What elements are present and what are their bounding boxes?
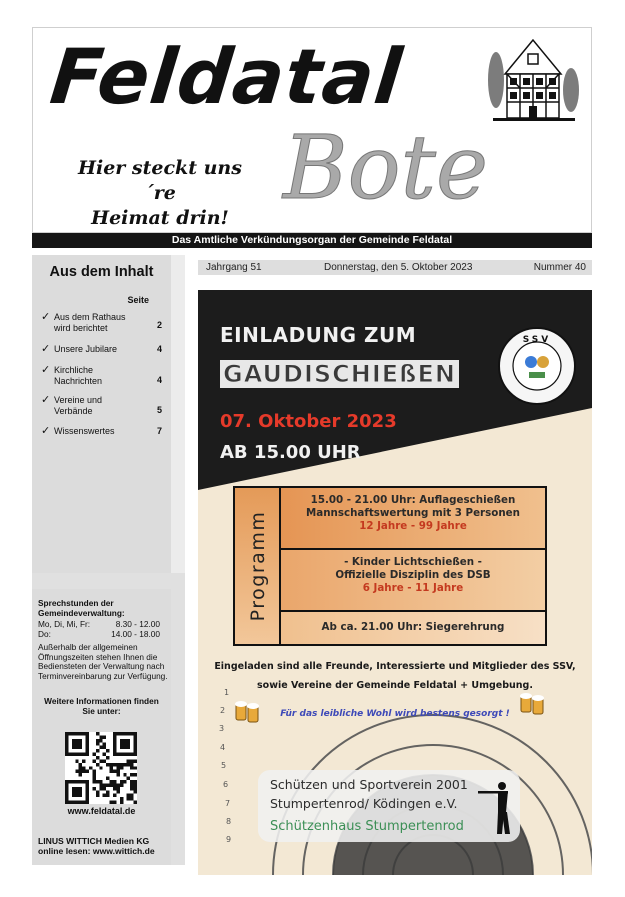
flyer-invite-text: Eingeladen sind alle Freunde, Interessierte und Mitglieder des SSV,	[214, 661, 576, 672]
program-table	[233, 486, 547, 646]
check-icon: ✓	[41, 343, 51, 355]
beer-mugs-icon	[234, 698, 262, 724]
svg-text:6: 6	[223, 780, 229, 789]
hours-time: 14.00 - 18.00	[111, 629, 160, 639]
program-row	[281, 550, 545, 612]
slogan-line-1: Hier steckt uns´re	[78, 157, 242, 204]
toc-item-page: 2	[156, 320, 162, 330]
subtitle-bar: Das Amtliche Verkündungsorgan der Gemeinde Feldatal	[32, 233, 592, 248]
svg-text:5: 5	[221, 761, 227, 770]
svg-text:4: 4	[220, 743, 226, 752]
flyer-event-time: AB 15.00 UHR	[220, 442, 361, 463]
club-info-box	[258, 770, 520, 842]
club-location: Stumpertenrod/ Ködingen e.V.	[270, 796, 458, 811]
toc-item-page: 4	[156, 344, 162, 354]
svg-text:1: 1	[224, 688, 230, 697]
svg-text:3: 3	[219, 724, 225, 733]
program-row-line: Offizielle Disziplin des DSB	[335, 569, 491, 581]
toc-page-header: Seite	[127, 295, 149, 305]
beer-mugs-icon	[519, 690, 547, 716]
publisher-box	[32, 830, 171, 865]
flyer-event-date: 07. Oktober 2023	[220, 411, 397, 432]
toc-item-label: Wissenswertes	[54, 426, 115, 436]
table-of-contents	[32, 255, 185, 573]
website-link[interactable]: www.feldatal.de	[67, 806, 136, 816]
program-label	[235, 488, 281, 644]
hours-days: Mo, Di, Mi, Fr:	[38, 619, 91, 629]
program-row	[281, 488, 545, 550]
check-icon: ✓	[41, 364, 51, 376]
program-row	[281, 612, 545, 644]
toc-title: Aus dem Inhalt	[49, 264, 154, 280]
svg-text:2: 2	[220, 706, 226, 715]
office-hours-box	[32, 589, 171, 865]
shooter-icon	[476, 778, 518, 836]
issue-volume: Jahrgang 51	[206, 262, 262, 273]
hours-time: 8.30 - 12.00	[115, 619, 160, 629]
ssv-club-logo	[497, 326, 577, 406]
check-icon: ✓	[41, 394, 51, 406]
program-row-line: Mannschaftswertung mit 3 Personen	[306, 507, 520, 519]
ssv-logo-text: SSV	[522, 335, 552, 345]
svg-text:8: 8	[226, 817, 232, 826]
club-name: Schützen und Sportverein 2001	[270, 777, 468, 792]
flyer-event-name: GAUDISCHIEßEN	[220, 360, 459, 388]
slogan	[65, 156, 255, 231]
qr-code[interactable]	[65, 732, 137, 804]
hours-note: Außerhalb der allgemeinen Öffnungszeiten stehen Ihnen die Bediensteten der Verwaltung nach Terminvereinbarung zur Verfügung.	[38, 642, 168, 681]
office-hours-title: Sprechstunden der Gemeindeverwaltung:	[38, 598, 125, 618]
toc-item-label: Kirchliche Nachrichten	[54, 365, 103, 386]
check-icon: ✓	[41, 425, 51, 437]
hours-days: Do:	[38, 629, 51, 639]
check-icon: ✓	[41, 311, 51, 323]
publisher-name: LINUS WITTICH Medien KG	[38, 836, 150, 846]
program-label-text: Programm	[247, 510, 269, 622]
newspaper-title-bote: Bote	[283, 116, 489, 219]
masthead	[32, 27, 592, 233]
flyer-invite-heading: EINLADUNG ZUM	[220, 323, 417, 347]
club-venue: Schützenhaus Stumpertenrod	[270, 819, 464, 834]
newspaper-title: Feldatal	[46, 32, 407, 121]
more-info-label: Weitere Informationen finden Sie unter:	[44, 696, 159, 716]
svg-text:9: 9	[226, 835, 232, 844]
slogan-line-2: Heimat drin!	[91, 207, 229, 229]
sidebar	[32, 255, 185, 865]
flyer-invite-text-2: sowie Vereine der Gemeinde Feldatal + Umgebung.	[257, 680, 533, 691]
toc-item-page: 5	[156, 405, 162, 415]
toc-item-page: 4	[156, 375, 162, 385]
issue-info-bar	[198, 260, 592, 275]
issue-date: Donnerstag, den 5. Oktober 2023	[324, 262, 473, 273]
program-row-line: Ab ca. 21.00 Uhr: Siegerehrung	[321, 621, 505, 633]
toc-item-page: 7	[156, 426, 162, 436]
program-row-age: 12 Jahre - 99 Jahre	[359, 520, 467, 532]
svg-text:7: 7	[225, 799, 231, 808]
flyer-food-text: Für das leibliche Wohl wird bestens gesorgt !	[280, 709, 510, 719]
program-row-line: - Kinder Lichtschießen -	[344, 556, 482, 568]
timber-house-icon	[485, 34, 581, 130]
event-flyer	[198, 290, 592, 875]
program-row-age: 6 Jahre - 11 Jahre	[362, 582, 464, 594]
publisher-online[interactable]: online lesen: www.wittich.de	[38, 846, 155, 856]
hours-row	[38, 630, 160, 640]
toc-item-label: Vereine und Verbände	[54, 395, 103, 416]
toc-item-label: Unsere Jubilare	[54, 344, 118, 354]
issue-number: Nummer 40	[533, 262, 586, 273]
program-row-line: 15.00 - 21.00 Uhr: Auflageschießen	[310, 494, 516, 506]
toc-item-label: Aus dem Rathaus wird berichtet	[54, 312, 126, 333]
